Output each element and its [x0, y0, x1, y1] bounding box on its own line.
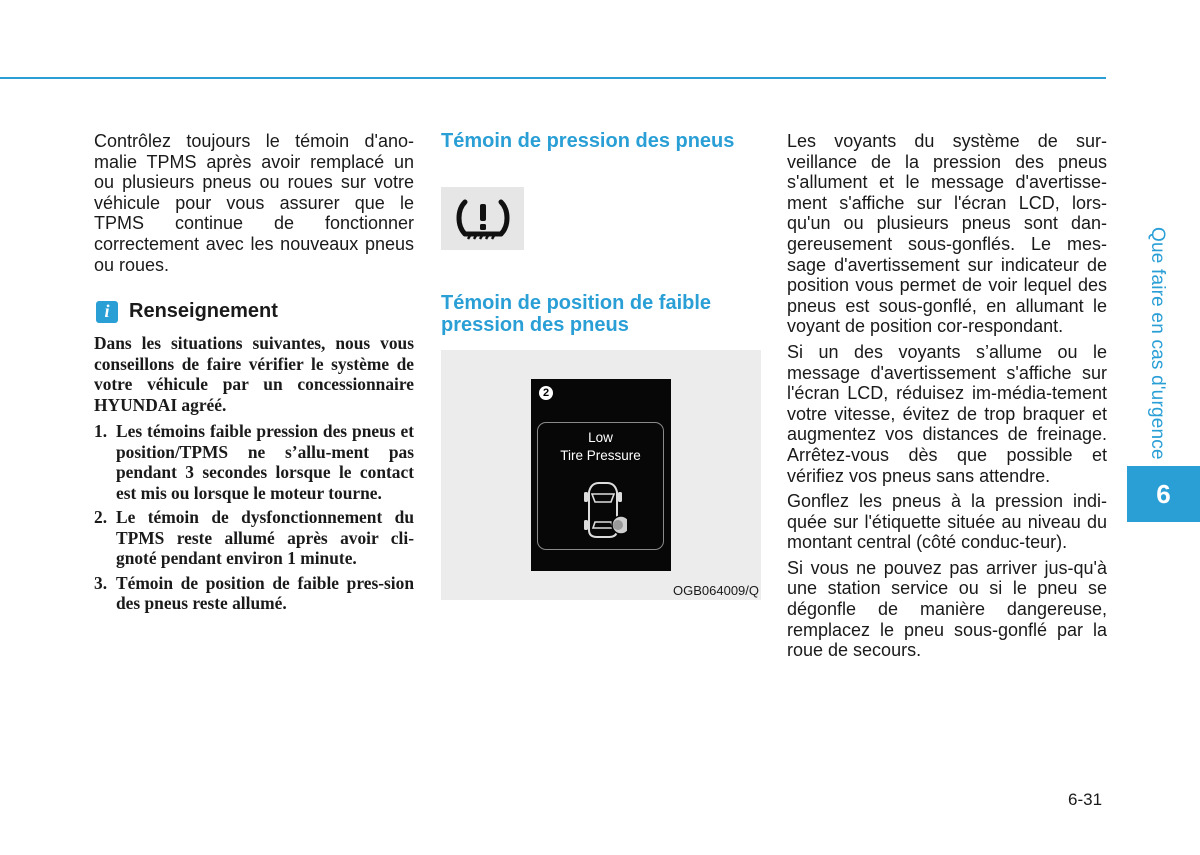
cluster-figure	[441, 350, 761, 600]
heading-low-pressure-position-light: Témoin de position de faible pression des pneus	[441, 292, 712, 336]
info-title: Renseignement	[129, 300, 278, 322]
page-number: 6-31	[1068, 790, 1103, 809]
list-item-number: 1.	[94, 421, 108, 441]
cluster-display	[531, 379, 671, 571]
info-list	[94, 421, 414, 618]
paragraph-warning-lights: Les voyants du système de sur-veillance de la pression des pneus s'allument et le message d'avertisse-ment s'affiche sur l'écran LCD, lors-qu'un ou plusieurs pneus sont dan-gereusement sous-gonflés. Le mes-sage d'avertissement sur indicateur de position vous permet de voir lequel des pneus est sous-gonflé, en allumant le voyant de position cor-respondant.	[787, 131, 1107, 337]
info-heading	[94, 300, 414, 323]
figure-code: OGB064009/Q	[673, 583, 759, 598]
section-side-title: Que faire en cas d'urgence	[1147, 227, 1168, 460]
chapter-tab: 6	[1127, 466, 1200, 522]
display-line-low: Low	[588, 430, 613, 445]
tpms-check-paragraph: Contrôlez toujours le témoin d'ano-malie TPMS après avoir remplacé un ou plusieurs pneus ou roues sur votre véhicule pour vous assurer que le TPMS continue de fonctionner correctement avec les nouveaux pneus ou roues.	[94, 131, 414, 275]
right-text-block	[787, 131, 1107, 666]
header-rule	[0, 77, 1106, 79]
heading-tire-pressure-light: Témoin de pression des pneus	[441, 130, 735, 152]
list-item	[94, 507, 414, 569]
list-item-text: Témoin de position de faible pres-sion des pneus reste allumé.	[116, 572, 414, 613]
tpms-warning-icon	[441, 187, 524, 250]
list-item-text: Le témoin de dysfonctionnement du TPMS reste allumé après avoir cli-gnoté pendant environ 1 minute.	[116, 507, 414, 568]
car-top-view-icon	[579, 480, 627, 540]
list-item-number: 2.	[94, 507, 108, 527]
tpms-warning-icon-graphic	[453, 196, 513, 242]
info-icon: i	[96, 301, 118, 323]
list-item-text: Les témoins faible pression des pneus et position/TPMS ne s’allu-ment pas pendant 3 secondes lorsque le contact est mis ou lorsque le moteur tourne.	[116, 421, 414, 503]
list-item-number: 3.	[94, 572, 108, 593]
display-line-tire-pressure: Tire Pressure	[560, 448, 641, 463]
list-item	[94, 573, 414, 614]
paragraph-inflate-tires: Gonflez les pneus à la pression indi-quée sur l'étiquette située au niveau du montant central (côté conduc-teur).	[787, 491, 1107, 553]
paragraph-replace-tire: Si vous ne pouvez pas arriver jus-qu'à une station service ou si le pneu se dégonfle de manière dangereuse, remplacez le pneu sous-gonflé par la roue de secours.	[787, 557, 1107, 661]
figure-marker: 2	[539, 386, 553, 400]
info-intro: Dans les situations suivantes, nous vous conseillons de faire vérifier le système de votre véhicule par un concessionnaire HYUNDAI agréé.	[94, 333, 414, 415]
low-tire-pressure-panel	[537, 422, 664, 550]
list-item	[94, 421, 414, 503]
paragraph-reduce-speed: Si un des voyants s’allume ou le message d'avertissement s'affiche sur l'écran LCD, réduisez im-média-tement votre vitesse, évitez de trop braquer et augmentez vos distances de freinage. Arrêtez-vous dès que possible et vérifiez vos pneus sans attendre.	[787, 341, 1107, 486]
